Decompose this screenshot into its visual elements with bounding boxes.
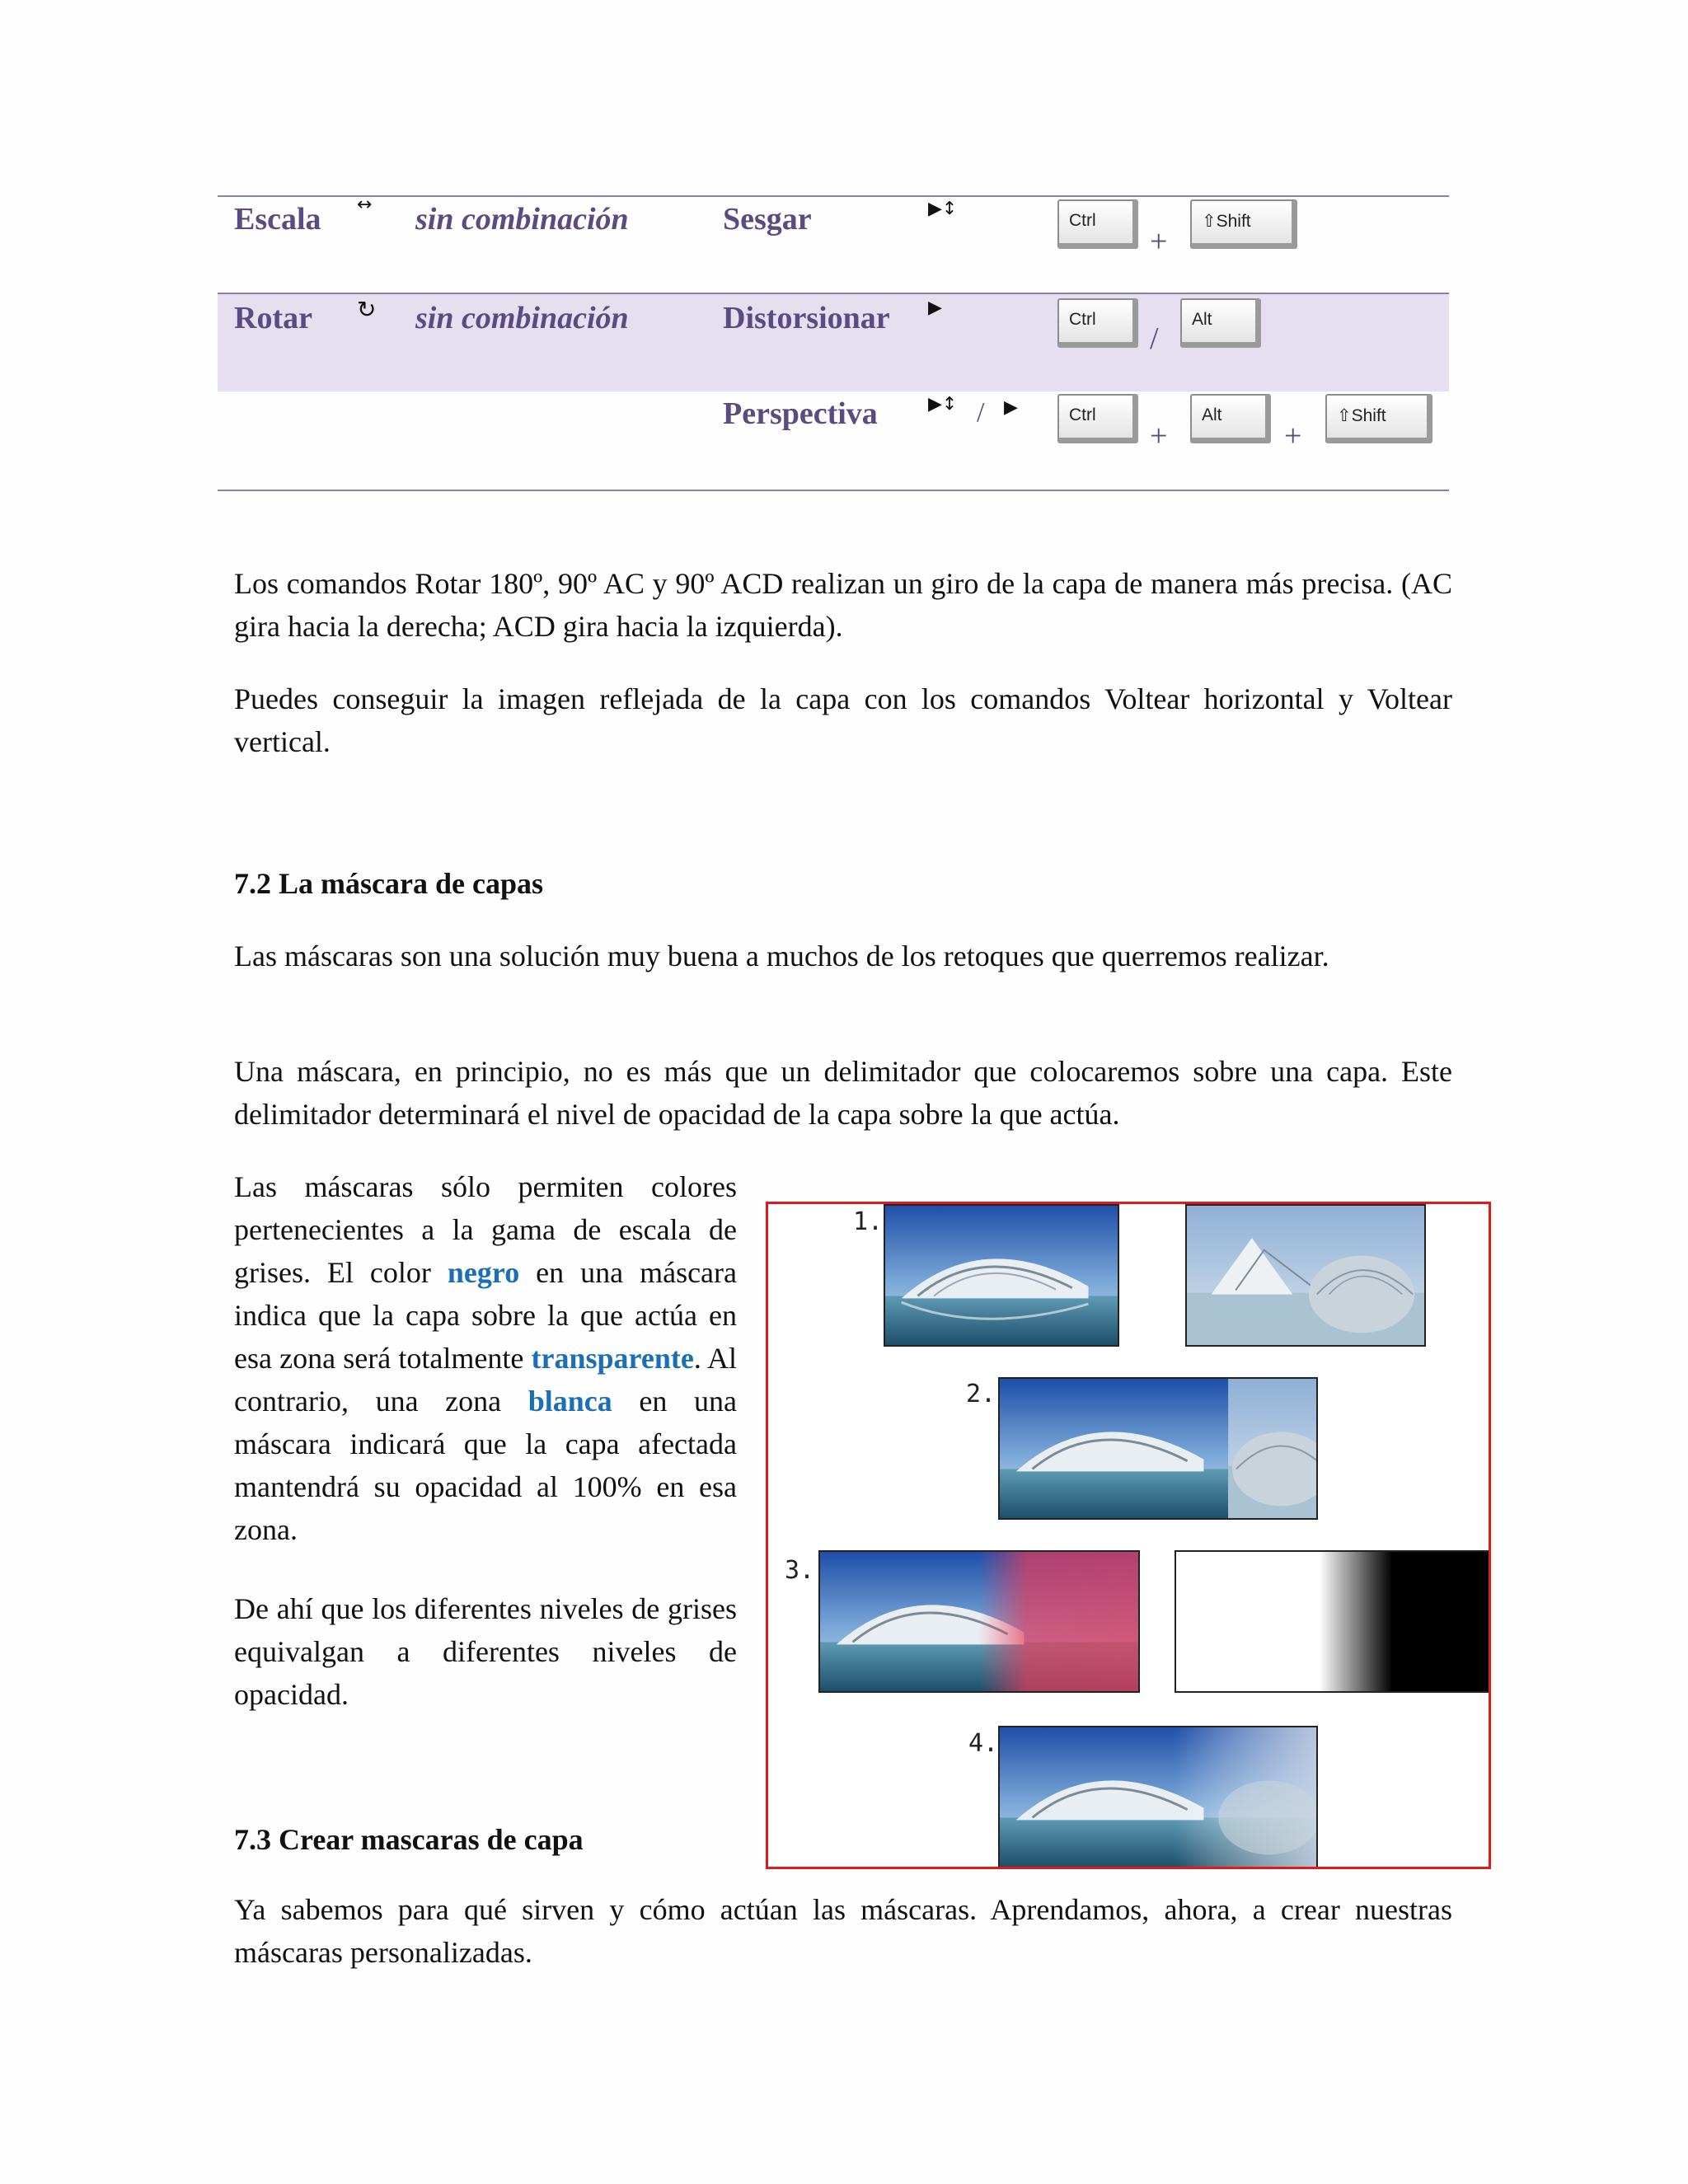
row-action-perspectiva: Perspectiva: [723, 396, 878, 431]
text: en una máscara indica que la capa sobre la que actúa en esa zona será totalmente: [234, 1256, 737, 1375]
rotate-cursor-icon: ↻: [357, 296, 377, 323]
building-photo-hard-composite: [998, 1377, 1318, 1520]
row-action-sesgar: Sesgar: [723, 202, 812, 237]
step-label-4: 4.: [968, 1729, 999, 1758]
second-building-photo: [1185, 1204, 1426, 1347]
gradient-mask: [1175, 1550, 1491, 1693]
text: . Al contrario, una zona: [234, 1342, 738, 1418]
text: Las máscaras sólo permiten colores pertenecientes a la gama de escala de grises. El color: [234, 1170, 737, 1289]
paragraph-voltear: Puedes conseguir la imagen reflejada de la capa con los comandos Voltear horizontal y Voltear vertical.: [234, 682, 1452, 758]
building-photo-mask-overlay: [818, 1550, 1140, 1693]
perspective-cursor-icon: ▶↕: [928, 394, 958, 415]
shift-key-icon: ⇧Shift: [1190, 199, 1297, 249]
building-photo-blended-result: [998, 1726, 1318, 1868]
cursor-slash-separator: /: [977, 397, 985, 428]
paragraph-escala-grises: [234, 1165, 737, 1551]
paragraph-rotar: Los comandos Rotar 180º, 90º AC y 90º ACD realizan un giro de la capa de manera más precisa. (AC gira hacia la derecha; ACD gira hacia la izquierda).: [234, 567, 1452, 643]
step-label-2: 2.: [966, 1380, 996, 1408]
ctrl-key-icon: Ctrl: [1057, 298, 1138, 348]
table-bottom-rule: [218, 490, 1449, 491]
section-heading-7-3: 7.3 Crear mascaras de capa: [234, 1823, 584, 1856]
row-label-escala: Escala: [234, 202, 321, 237]
slash-separator: /: [1150, 321, 1159, 356]
step-label-3: 3.: [785, 1556, 815, 1585]
paragraph-niveles: De ahí que los diferentes niveles de grises equivalgan a diferentes niveles de opacidad.: [234, 1592, 737, 1711]
ctrl-key-icon: Ctrl: [1057, 394, 1138, 443]
row-combo-rotar: sin combinación: [415, 301, 629, 335]
table-top-rule: [218, 195, 1449, 197]
shift-key-icon: ⇧Shift: [1325, 394, 1432, 443]
row-label-rotar: Rotar: [234, 301, 312, 335]
ctrl-key-icon: Ctrl: [1057, 199, 1138, 249]
highlight-transparente: transparente: [531, 1342, 694, 1375]
step-label-1: 1.: [853, 1207, 884, 1236]
row-action-distorsionar: Distorsionar: [723, 301, 890, 335]
text: en una máscara indicará que la capa afectada mantendrá su opacidad al 100% en esa zona.: [234, 1385, 737, 1546]
highlight-blanca: blanca: [528, 1385, 612, 1418]
paragraph-mascaras-intro: Las máscaras son una solución muy buena a muchos de los retoques que querremos realizar.: [234, 940, 1329, 972]
highlight-negro: negro: [447, 1256, 520, 1289]
mask-example-figure: [766, 1202, 1491, 1869]
perspective-alt-cursor-icon: ▶: [1004, 397, 1018, 418]
building-photo-original: [884, 1204, 1119, 1347]
alt-key-icon: Alt: [1190, 394, 1271, 443]
skew-cursor-icon: ▶↕: [928, 199, 958, 219]
paragraph-crear: Ya sabemos para qué sirven y cómo actúan las máscaras. Aprendamos, ahora, a crear nuestras máscaras personalizadas.: [234, 1893, 1452, 1969]
plus-separator: +: [1150, 224, 1168, 259]
paragraph-delimitador: Una máscara, en principio, no es más que un delimitador que colocaremos sobre una capa. Este delimitador determinará el nivel de opacidad de la capa sobre la que actúa.: [234, 1055, 1452, 1131]
row-combo-escala: sin combinación: [415, 202, 629, 237]
plus-separator: +: [1284, 419, 1302, 453]
distort-cursor-icon: ▶: [928, 298, 942, 318]
alt-key-icon: Alt: [1180, 298, 1261, 348]
plus-separator: +: [1150, 419, 1168, 453]
section-heading-7-2: 7.2 La máscara de capas: [234, 867, 543, 900]
scale-cursor-icon: ↔: [357, 194, 373, 215]
